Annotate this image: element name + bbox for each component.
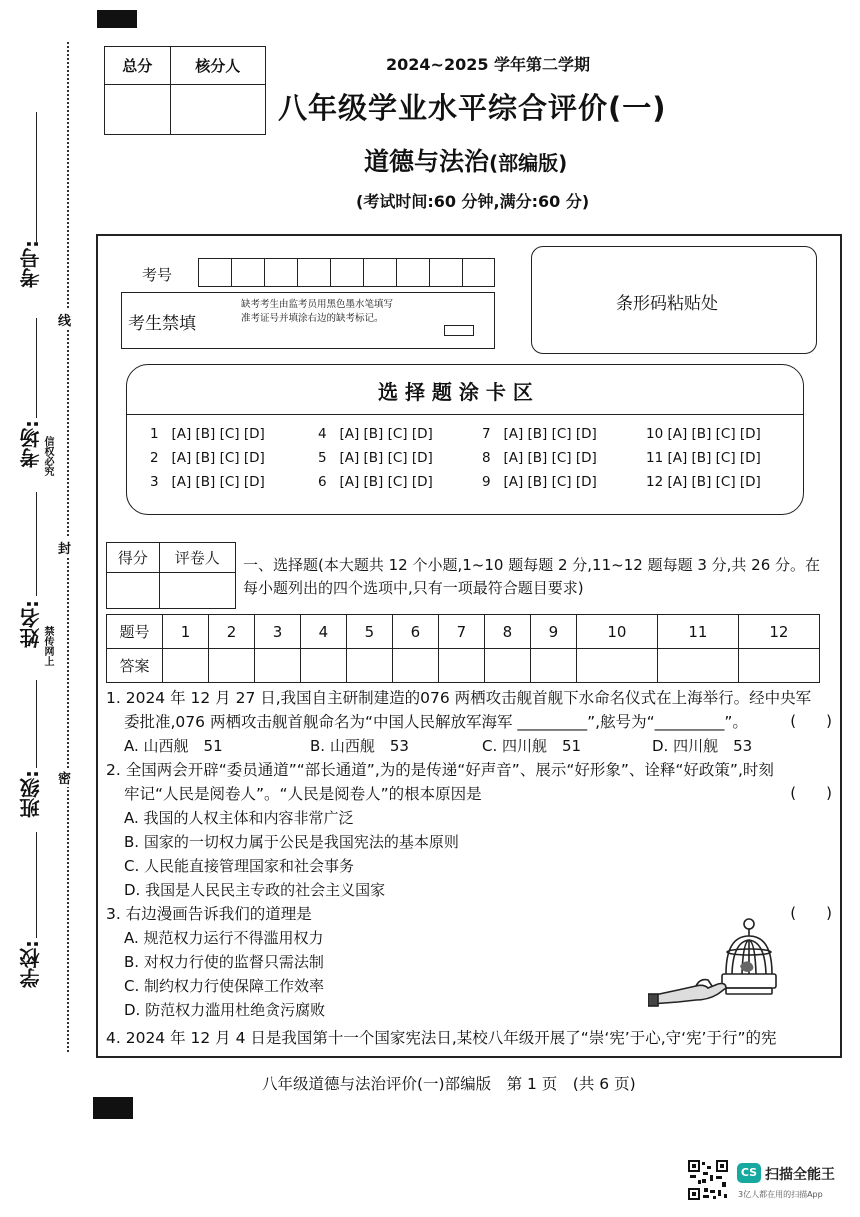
grid-number: 4	[300, 615, 346, 649]
card-options[interactable]: [A] [B] [C] [D]	[503, 450, 597, 466]
grid-number: 9	[530, 615, 576, 649]
card-item[interactable]	[482, 426, 597, 442]
card-number: 2	[150, 450, 159, 466]
card-options[interactable]: [A] [B] [C] [D]	[339, 426, 433, 442]
scanner-logo-icon: CS	[737, 1163, 761, 1183]
mi-mark: 密	[58, 768, 71, 787]
card-item[interactable]	[318, 426, 433, 442]
grid-number: 12	[738, 615, 819, 649]
qr-code	[688, 1160, 728, 1200]
card-number: 6	[318, 474, 327, 490]
card-options[interactable]: [A] [B] [C] [D]	[171, 450, 265, 466]
q3-option-b[interactable]: B. 对权力行使的监督只需法制	[124, 953, 324, 971]
q1-option-a[interactable]: A. 山西舰 51	[124, 737, 223, 755]
card-options[interactable]: [A] [B] [C] [D]	[667, 474, 761, 490]
answer-grid-number-row	[107, 615, 820, 649]
section-grader-cell[interactable]	[159, 573, 235, 609]
term-label: 2024~2025 学年第二学期	[386, 55, 591, 74]
exam-number-boxes[interactable]	[198, 258, 495, 287]
q1-option-b[interactable]: B. 山西舰 53	[310, 737, 409, 755]
grid-number: 11	[657, 615, 738, 649]
q3-stem-line1: 3. 右边漫画告诉我们的道理是	[106, 905, 312, 923]
forbidden-fill-label: 考生禁填	[128, 314, 196, 334]
card-options[interactable]: [A] [B] [C] [D]	[339, 474, 433, 490]
cartoon-birdcage-illustration	[648, 912, 790, 1012]
card-options[interactable]: [A] [B] [C] [D]	[667, 450, 761, 466]
q3-option-d[interactable]: D. 防范权力滥用杜绝贪污腐败	[124, 1001, 326, 1019]
q2-answer-paren[interactable]: ( )	[790, 784, 832, 802]
q1-option-d[interactable]: D. 四川舰 53	[652, 737, 753, 755]
total-score-table	[104, 46, 266, 135]
q3-option-a[interactable]: A. 规范权力运行不得滥用权力	[124, 929, 324, 947]
card-item[interactable]	[646, 450, 761, 466]
total-score-cell[interactable]	[105, 85, 171, 135]
q2-option-b[interactable]: B. 国家的一切权力属于公民是我国宪法的基本原则	[124, 833, 459, 851]
kaochang-underline	[36, 318, 37, 418]
card-number: 9	[482, 474, 491, 490]
card-number: 11	[646, 450, 664, 466]
answer-grid-answer-row	[107, 649, 820, 683]
q2-stem-line1: 2. 全国两会开辟“委员通道”“部长通道”,为的是传递“好声音”、展示“好形象”、诠释“好政策”,时刻	[106, 761, 774, 779]
section-score-table	[106, 542, 236, 609]
label-kaochang: 考场:	[19, 420, 43, 468]
absence-mark-box[interactable]	[444, 325, 474, 336]
answer-cell[interactable]	[738, 649, 819, 683]
label-xuexiao: 学校:	[19, 940, 43, 988]
q2-option-a[interactable]: A. 我国的人权主体和内容非常广泛	[124, 809, 354, 827]
grid-number: 2	[208, 615, 254, 649]
xuexiao-underline	[36, 832, 37, 938]
answer-cell[interactable]	[300, 649, 346, 683]
registration-mark-top	[97, 10, 137, 28]
digit-box[interactable]	[429, 258, 462, 287]
digit-box[interactable]	[396, 258, 429, 287]
answer-cell[interactable]	[438, 649, 484, 683]
section-grader-header: 评卷人	[159, 543, 235, 573]
digit-box[interactable]	[330, 258, 363, 287]
card-number: 1	[150, 426, 159, 442]
answer-cell[interactable]	[208, 649, 254, 683]
answer-grid	[106, 614, 820, 683]
card-number: 5	[318, 450, 327, 466]
answer-cell[interactable]	[530, 649, 576, 683]
q1-stem-line1: 1. 2024 年 12 月 27 日,我国自主研制建造的076 两栖攻击舰首舰下水命名仪式在上海举行。经中央军	[106, 689, 812, 707]
q1-stem-line2: 委批准,076 两栖攻击舰首舰命名为“中国人民解放军海军 _________”,舷号为“_________”。	[124, 713, 748, 731]
card-item[interactable]	[150, 474, 265, 490]
page-title: 八年级学业水平综合评价(一)	[278, 91, 667, 125]
grid-number: 5	[346, 615, 392, 649]
total-score-header: 总分	[105, 47, 171, 85]
q2-option-d[interactable]: D. 我国是人民民主专政的社会主义国家	[124, 881, 386, 899]
q2-option-c[interactable]: C. 人民能直接管理国家和社会事务	[124, 857, 355, 875]
card-item[interactable]	[318, 450, 433, 466]
card-number: 3	[150, 474, 159, 490]
grid-number: 8	[484, 615, 530, 649]
grid-number: 6	[392, 615, 438, 649]
edition-label: (部编版)	[489, 151, 568, 175]
card-number: 10	[646, 426, 664, 442]
q2-stem-line2: 牢记“人民是阅卷人”。“人民是阅卷人”的根本原因是	[124, 785, 482, 803]
scanner-tagline: 3亿人都在用的扫描App	[738, 1190, 823, 1199]
card-item[interactable]	[482, 450, 597, 466]
card-number: 12	[646, 474, 664, 490]
q1-answer-paren[interactable]: ( )	[790, 712, 832, 730]
q3-option-c[interactable]: C. 制约权力行使保障工作效率	[124, 977, 325, 995]
seal-mark: 封	[58, 538, 71, 557]
digit-box[interactable]	[231, 258, 264, 287]
card-options[interactable]: [A] [B] [C] [D]	[171, 474, 265, 490]
card-item[interactable]	[150, 450, 265, 466]
answer-cell[interactable]	[657, 649, 738, 683]
exam-number-label: 考号	[142, 266, 173, 284]
subject-line	[364, 142, 567, 178]
digit-box[interactable]	[264, 258, 297, 287]
banji-underline	[36, 680, 37, 768]
line-mark: 线	[58, 310, 71, 329]
label-xingming: 姓名:	[19, 600, 43, 648]
answer-cell[interactable]	[254, 649, 300, 683]
grid-row-label: 题号	[107, 615, 163, 649]
label-kaohao: 考号:	[19, 240, 43, 288]
note-rights-reserved: 信权必究	[42, 436, 53, 476]
grid-number: 1	[163, 615, 209, 649]
q4-stem-line1: 4. 2024 年 12 月 4 日是我国第十一个国家宪法日,某校八年级开展了“崇‘宪’于心,守‘宪’于行”的宪	[106, 1029, 777, 1047]
answer-card-title: 选 择 题 涂 卡 区	[378, 380, 533, 404]
answer-cell[interactable]	[346, 649, 392, 683]
answer-card-divider	[126, 414, 804, 415]
digit-box[interactable]	[363, 258, 396, 287]
barcode-label: 条形码粘贴处	[616, 294, 718, 314]
section-score-cell[interactable]	[107, 573, 160, 609]
grid-number: 3	[254, 615, 300, 649]
grid-number: 7	[438, 615, 484, 649]
card-number: 4	[318, 426, 327, 442]
card-item[interactable]	[482, 474, 597, 490]
card-item[interactable]	[646, 426, 761, 442]
card-options[interactable]: [A] [B] [C] [D]	[503, 474, 597, 490]
answer-cell[interactable]	[576, 649, 657, 683]
exam-info: (考试时间:60 分钟,满分:60 分)	[356, 192, 590, 211]
section-score-header: 得分	[107, 543, 160, 573]
card-item[interactable]	[646, 474, 761, 490]
answer-cell[interactable]	[392, 649, 438, 683]
subject-title: 道德与法治	[364, 147, 490, 176]
q3-answer-paren[interactable]: ( )	[790, 904, 832, 922]
card-item[interactable]	[318, 474, 433, 490]
digit-box[interactable]	[198, 258, 231, 287]
card-options[interactable]: [A] [B] [C] [D]	[339, 450, 433, 466]
q1-option-c[interactable]: C. 四川舰 51	[482, 737, 582, 755]
section-instructions: 一、选择题(本大题共 12 个小题,1~10 题每题 2 分,11~12 题每题 3 分,共 26 分。在每小题列出的四个选项中,只有一项最符合题目要求)	[243, 556, 821, 597]
checker-cell[interactable]	[170, 85, 265, 135]
card-number: 7	[482, 426, 491, 442]
answer-cell[interactable]	[163, 649, 209, 683]
kaohao-underline	[36, 112, 37, 242]
grid-row-label: 答案	[107, 649, 163, 683]
scanner-app-name: 扫描全能王	[765, 1167, 835, 1183]
forbidden-fill-note: 缺考考生由监考员用黑色墨水笔填写准考证号并填涂右边的缺考标记。	[241, 299, 394, 324]
label-banji: 班级:	[19, 770, 43, 818]
card-item[interactable]	[150, 426, 265, 442]
card-options[interactable]: [A] [B] [C] [D]	[667, 426, 761, 442]
card-number: 8	[482, 450, 491, 466]
card-options[interactable]: [A] [B] [C] [D]	[171, 426, 265, 442]
answer-cell[interactable]	[484, 649, 530, 683]
checker-header: 核分人	[170, 47, 265, 85]
note-no-upload: 禁传网上	[42, 626, 53, 666]
registration-mark-bottom	[93, 1097, 133, 1119]
xingming-underline	[36, 492, 37, 596]
page-footer: 八年级道德与法治评价(一)部编版 第 1 页 (共 6 页)	[262, 1075, 636, 1093]
card-options[interactable]: [A] [B] [C] [D]	[503, 426, 597, 442]
grid-number: 10	[576, 615, 657, 649]
digit-box[interactable]	[297, 258, 330, 287]
digit-box[interactable]	[462, 258, 495, 287]
